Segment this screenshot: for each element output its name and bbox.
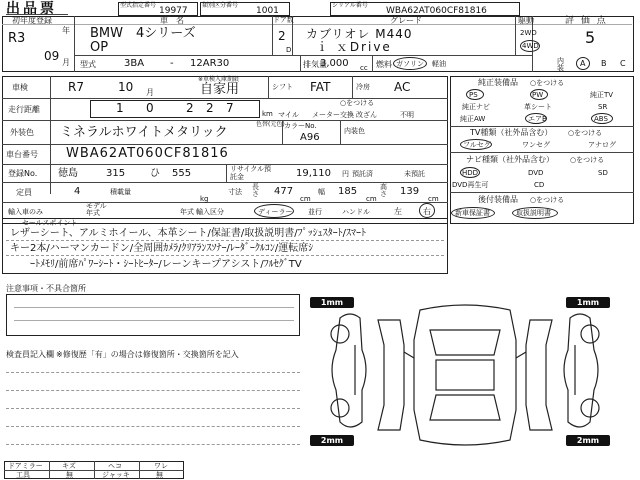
model-dash: - [170, 58, 174, 69]
type-cert-value: 19977 [159, 6, 188, 16]
model-year-label: モデル年式 [86, 202, 107, 217]
interior-b[interactable]: B [601, 59, 607, 68]
load-unit: kg [200, 195, 209, 203]
vin-label: 車台番号 [6, 150, 38, 159]
reg-number: 555 [172, 168, 192, 179]
displacement-value: 3,000 [320, 58, 349, 69]
interior-label: 内装 [557, 57, 564, 72]
tv-note: ○をつける [568, 129, 603, 137]
color-no-value: A96 [300, 132, 320, 143]
mileage-note: ○をつける [340, 99, 375, 107]
tv-oneseg[interactable]: ワンセグ [522, 141, 550, 149]
grade-label: グレード [390, 16, 422, 25]
oem-aw[interactable]: 純正AW [460, 115, 486, 123]
model-label: 型式 [80, 60, 96, 69]
import-type-label: 輸入区分 [196, 208, 224, 216]
inspector-line-4 [6, 426, 300, 427]
capacity-label: 定員 [16, 188, 32, 197]
usage-note: ※車検入庫期限 [198, 76, 240, 83]
ac-label: 冷房 [356, 83, 370, 91]
length-label: 長さ [252, 183, 259, 198]
fuel-value[interactable]: ガソリン [396, 60, 424, 68]
recycle-unpaid[interactable]: 未預託 [404, 170, 425, 178]
extra-note: ○をつける [530, 196, 565, 204]
inspector-line-1 [6, 372, 300, 373]
footer-value-none-2: 無 [156, 471, 163, 479]
first-reg-year-unit: 年 [62, 26, 70, 35]
sales-points-line1: レザーシート、アルミホイール、本革シート/保証書/取扱説明書/ﾌﾟｯｼｭｽﾀｰﾄ/ｽﾏｰﾄ [10, 228, 366, 239]
oem-pw[interactable]: PW [532, 91, 544, 99]
extra-label: 後付装備品 [478, 195, 518, 204]
grade-line2: ｉ ｘDrive [316, 40, 392, 54]
doors-label: ドア数 [273, 16, 294, 24]
rating-value: 5 [585, 28, 596, 47]
width-unit: cm [366, 195, 377, 203]
nav-label: ナビ種類（社外品含む） [466, 155, 554, 164]
car-diagram [300, 300, 630, 450]
displacement-label: 排気量 [303, 60, 327, 69]
inspection-era: R7 [68, 80, 84, 94]
mileage-digit-4: 2 [206, 101, 214, 115]
interior-a[interactable]: A [580, 59, 586, 68]
height-value: 139 [400, 186, 420, 197]
oem-leather[interactable]: 革シート [524, 103, 552, 111]
import-label: 輸入車のみ [8, 208, 43, 216]
nav-sd[interactable]: SD [598, 169, 608, 177]
import-type-dealer[interactable]: ディーラー [258, 208, 293, 216]
sales-points-line3: ｰﾄﾒﾓﾘ/前席ﾊﾟﾜｰｼｰﾄ・ｼｰﾄﾋｰﾀｰ/レーンキープアシスト/ﾌﾙｾｸﾞTV [30, 259, 302, 270]
extra-warranty[interactable]: 新車保証書 [455, 209, 490, 217]
recycle-unit: 円 [342, 170, 349, 178]
nav-cd[interactable]: CD [534, 181, 545, 189]
inspector-label: 検査員記入欄 [6, 350, 54, 359]
rating-label: 評 価 点 [565, 16, 608, 26]
inspector-line-2 [6, 390, 300, 391]
drive-4wd[interactable]: 4WD [522, 42, 539, 50]
color-no-label: カラーNo. [284, 122, 317, 130]
category-label: 類別区分番号 [202, 2, 239, 9]
displacement-unit: cc [360, 64, 368, 72]
inspection-label: 車検 [12, 83, 28, 92]
model-year-unit: 年式 [180, 208, 194, 216]
first-reg-label: 初年度登録 [12, 16, 52, 25]
category-box [200, 2, 290, 16]
mileage-opt-mile[interactable]: マイル [278, 111, 299, 119]
handle-left[interactable]: 左 [394, 207, 402, 216]
caution-label: 注意事項・不具合箇所 [6, 284, 86, 293]
doors-value: 2 [278, 29, 286, 43]
scale-bar-top-right: 1mm [566, 297, 610, 308]
footer-value-jack: ジャッキ [102, 471, 130, 479]
drive-2wd[interactable]: 2WD [520, 29, 537, 37]
mileage-unit: km [262, 110, 273, 118]
fuel-alt[interactable]: 軽油 [432, 60, 446, 68]
extra-manual[interactable]: 取扱説明書 [516, 209, 551, 217]
color-label: 外装色 [10, 128, 34, 137]
shift-value: FAT [310, 80, 331, 94]
capacity-value: 4 [74, 186, 81, 197]
color-value: ミネラルホワイトメタリック [60, 125, 228, 140]
color-change: 色替(元色) [256, 121, 285, 128]
mileage-digit-2: 0 [146, 101, 154, 115]
length-value: 477 [274, 186, 294, 197]
name-line2: OP [90, 40, 109, 55]
car-side-right [564, 314, 599, 427]
mileage-digit-3: 2 [186, 101, 194, 115]
width-label: 幅 [318, 188, 325, 196]
mileage-digit-5: 7 [226, 101, 234, 115]
interior-color-label: 内装色 [344, 127, 365, 135]
load-label: 積載量 [110, 188, 131, 196]
tv-fullseg[interactable]: フルセグ [463, 141, 491, 149]
handle-label: ハンドル [342, 208, 370, 216]
footer-header-dent: ヘコ [108, 462, 122, 470]
oem-tv[interactable]: 純正TV [590, 91, 614, 99]
oem-nav[interactable]: 純正ナビ [462, 103, 490, 111]
inspector-line-5 [6, 444, 300, 445]
model-code: 12AR30 [190, 58, 230, 69]
serial-label: シリアル番号 [332, 2, 368, 9]
footer-header-crack: ワレ [154, 462, 168, 470]
doors-d: D [286, 46, 292, 54]
oem-abs[interactable]: ABS [594, 115, 608, 123]
length-unit: cm [300, 195, 311, 203]
handle-right[interactable]: 右 [423, 207, 431, 216]
scale-bar-bottom-left: 2mm [310, 435, 354, 446]
interior-c[interactable]: C [620, 59, 626, 68]
inspection-month: 10 [118, 80, 134, 94]
footer-header-scratch: キズ [62, 462, 76, 470]
height-label: 高さ [380, 183, 387, 198]
first-reg-month: 09 [44, 49, 60, 63]
tv-analog[interactable]: アナログ [588, 141, 616, 149]
inspector-note: ※修復歴「有」の場合は修復箇所・交換箇所を記入 [56, 350, 239, 359]
serial-box [330, 2, 520, 16]
drive-label: 駆動 [518, 16, 534, 25]
oem-ps[interactable]: PS [469, 91, 478, 99]
sales-points-label: セールスポイント [22, 219, 78, 227]
form-title: 出品票 [6, 1, 57, 17]
caution-box [6, 294, 300, 336]
car-side-left [331, 314, 366, 427]
reg-region: 徳島 [58, 168, 78, 179]
footer-header-mirror: ドアミラー [8, 462, 43, 470]
footer-value-none-1: 無 [66, 471, 73, 479]
oem-note: ○をつける [530, 79, 565, 87]
inspection-month-unit: 月 [146, 88, 154, 97]
car-rear-right [526, 320, 552, 430]
ac-value: AC [394, 80, 411, 94]
usage-value: 自家用 [200, 82, 240, 97]
mileage-opt-replaced[interactable]: メーター交換 [312, 111, 354, 119]
nav-dvd[interactable]: DVD [528, 169, 544, 177]
footer-value-tools: 工具 [16, 471, 30, 479]
reg-class: 315 [106, 168, 126, 179]
scale-bar-top-left: 1mm [310, 297, 354, 308]
mileage-digit-1: 1 [116, 101, 124, 115]
oem-label: 純正装備品 [478, 78, 518, 87]
nav-note: ○をつける [570, 156, 605, 164]
vin-value: WBA62AT060CF81816 [66, 146, 229, 161]
oem-sunroof[interactable]: SR [598, 103, 608, 111]
first-reg-era: R3 [8, 31, 26, 46]
car-top-view [404, 305, 526, 445]
recycle-label: リサイクル預託金 [230, 165, 272, 181]
oem-airbag[interactable]: エアB [528, 115, 547, 123]
size-label: 寸法 [228, 188, 242, 196]
type-cert-label: 型式指定番号 [120, 2, 157, 9]
car-front-left [378, 320, 404, 430]
scale-bar-bottom-right: 2mm [566, 435, 610, 446]
name-line1: BMW 4シリーズ [90, 26, 196, 41]
mileage-opt-tampered[interactable]: 改ざん [356, 111, 377, 119]
name-label: 車 名 [160, 16, 184, 25]
grade-line1: カブリオレ M440 [306, 27, 413, 41]
height-unit: cm [428, 195, 439, 203]
width-value: 185 [338, 186, 358, 197]
nav-dvd-play[interactable]: DVD再生可 [452, 181, 489, 189]
tv-label: TV種類（社外品含む） [470, 128, 553, 137]
inspector-line-3 [6, 408, 300, 409]
category-value: 1001 [256, 6, 279, 16]
nav-hdd[interactable]: HDD [462, 169, 479, 177]
serial-value: WBA62AT060CF81816 [386, 6, 487, 16]
first-reg-month-unit: 月 [62, 58, 70, 67]
mileage-opt-unknown[interactable]: 不明 [400, 111, 414, 119]
shift-label: シフト [272, 83, 293, 91]
type-cert-box [118, 2, 198, 16]
fuel-label: 燃料 [376, 60, 392, 69]
reg-kana: ひ [150, 168, 160, 179]
import-type-parallel[interactable]: 並行 [308, 208, 322, 216]
model-value: 3BA [124, 58, 145, 69]
recycle-value: 19,110 [296, 168, 331, 179]
recycle-paid[interactable]: 預託済 [352, 170, 373, 178]
mileage-label: 走行距離 [8, 105, 40, 114]
reg-label: 登録No. [8, 169, 38, 178]
sales-points-line2: キー2本/ハーマンカードン/全周囲ｶﾒﾗ/ｸﾘｱﾗﾝｽｿﾅｰ/ﾚｰﾀﾞｰｸﾙｺﾝ/運転席ｼ [10, 243, 314, 254]
